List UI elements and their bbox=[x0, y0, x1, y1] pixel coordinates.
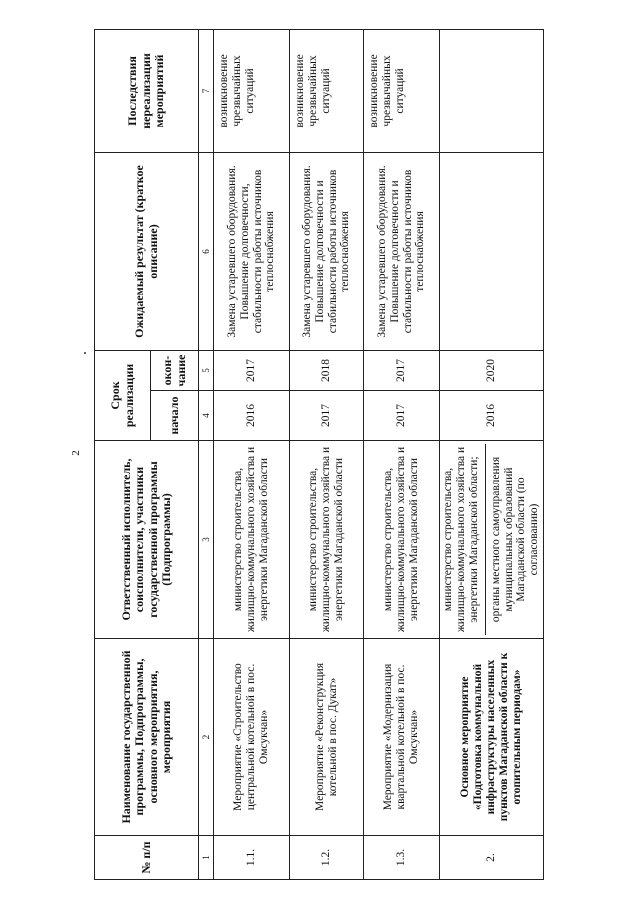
index-cell: 7 bbox=[199, 29, 214, 152]
table-row bbox=[290, 29, 364, 879]
row-executor-a: министерство строительства, жилищно-коммунального хозяйства и энергетики Магаданской области; bbox=[442, 446, 480, 633]
row-result: Замена устаревшего оборудования. Повышение долговечности, стабильности работы источников теплоснабжения bbox=[214, 152, 290, 350]
row-start: 2017 bbox=[290, 391, 364, 441]
row-consequence: возникновение чрезвычайных ситуаций bbox=[364, 29, 440, 152]
row-result: Замена устаревшего оборудования. Повышение долговечности и стабильности работы источников теплоснабжения bbox=[364, 152, 440, 350]
table-row bbox=[364, 29, 440, 879]
header-end: окон-чание bbox=[151, 350, 199, 390]
row-executor-cell bbox=[440, 441, 544, 639]
row-result bbox=[440, 152, 544, 350]
table-row bbox=[440, 29, 544, 879]
header-result: Ожидаемый результат (краткое описание) bbox=[95, 152, 199, 350]
header-row-1 bbox=[95, 29, 151, 879]
rotated-table-frame bbox=[94, 30, 544, 880]
program-table bbox=[94, 29, 544, 880]
index-cell: 2 bbox=[199, 639, 214, 836]
row-start: 2016 bbox=[440, 391, 544, 441]
row-executor: министерство строительства, жилищно-коммунального хозяйства и энергетики Магаданской области bbox=[290, 441, 364, 639]
row-name-label: Основное мероприятие bbox=[459, 676, 472, 798]
index-cell: 3 bbox=[199, 441, 214, 639]
header-name: Наименование государственной программы, Подпрограммы, основного мероприятия, мероприятия bbox=[95, 639, 199, 836]
table-row bbox=[214, 29, 290, 879]
row-consequence: возникновение чрезвычайных ситуаций bbox=[214, 29, 290, 152]
row-name: Мероприятие «Модернизация квартальной котельной в пос. Омсукчан» bbox=[364, 639, 440, 836]
row-start: 2016 bbox=[214, 391, 290, 441]
row-num: 1.1. bbox=[214, 836, 290, 880]
row-consequence bbox=[440, 29, 544, 152]
header-start: начало bbox=[151, 391, 199, 441]
row-executor-b: органы местного самоуправления муниципальных образований Магаданской области (по согласованию) bbox=[485, 444, 542, 635]
row-name: «Подготовка коммунальной инфраструктуры населенных пунктов Магаданской области к отопительным периодам» bbox=[472, 652, 523, 822]
index-cell: 6 bbox=[199, 152, 214, 350]
row-name: Мероприятие «Строительство центральной котельной в пос. Омсукчан» bbox=[214, 639, 290, 836]
index-row bbox=[199, 29, 214, 879]
row-start: 2017 bbox=[364, 391, 440, 441]
row-name-cell bbox=[440, 639, 544, 836]
row-consequence: возникновение чрезвычайных ситуаций bbox=[290, 29, 364, 152]
row-num: 2. bbox=[440, 836, 544, 880]
index-cell: 1 bbox=[199, 836, 214, 880]
page-number: 2 bbox=[70, 450, 82, 456]
index-cell: 5 bbox=[199, 350, 214, 390]
row-num: 1.3. bbox=[364, 836, 440, 880]
header-executor: Ответственный исполнитель, соисполнители, участники государственной программы (Подпрограммы) bbox=[95, 441, 199, 639]
row-num: 1.2. bbox=[290, 836, 364, 880]
row-name: Мероприятие «Реконструкция котельной в пос. Дукат» bbox=[290, 639, 364, 836]
header-consequence: Последствия нереализации мероприятий bbox=[95, 29, 199, 152]
row-result: Замена устаревшего оборудования. Повышение долговечности и стабильности работы источников теплоснабжения bbox=[290, 152, 364, 350]
index-cell: 4 bbox=[199, 391, 214, 441]
row-executor: министерство строительства, жилищно-коммунального хозяйства и энергетики Магаданской области bbox=[214, 441, 290, 639]
row-end: 2017 bbox=[364, 350, 440, 390]
row-end: 2020 bbox=[440, 350, 544, 390]
row-end: 2017 bbox=[214, 350, 290, 390]
row-executor: министерство строительства, жилищно-коммунального хозяйства и энергетики Магаданской области bbox=[364, 441, 440, 639]
header-num: № п/п bbox=[95, 836, 199, 880]
header-srok: Срок реализации bbox=[95, 350, 151, 440]
row-end: 2018 bbox=[290, 350, 364, 390]
scan-speck bbox=[84, 352, 86, 354]
